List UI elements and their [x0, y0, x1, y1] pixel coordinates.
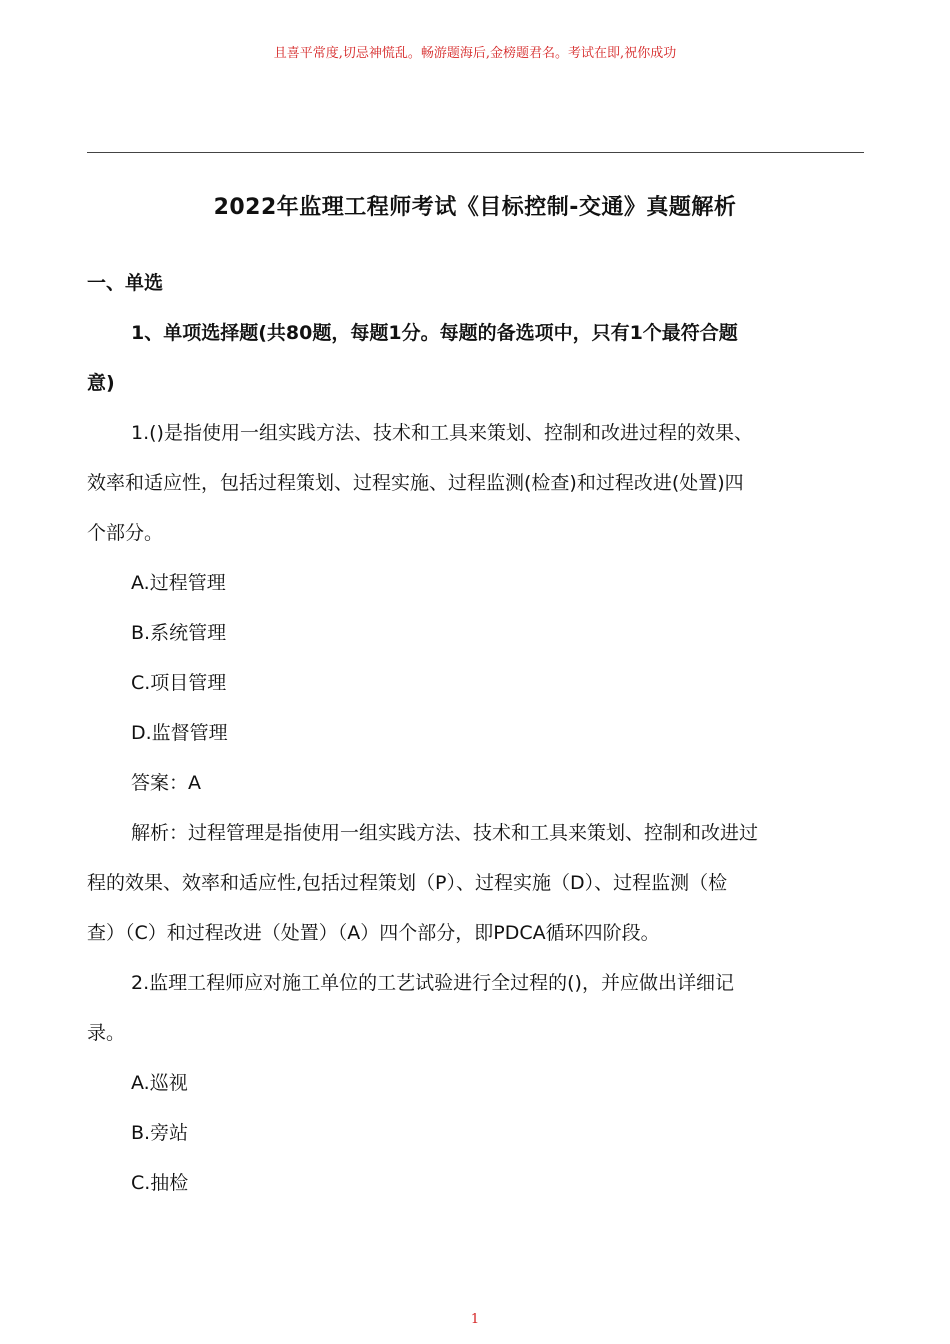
header-motto: 且喜平常度,切忌神慌乱。畅游题海后,金榜题君名。考试在即,祝你成功: [273, 46, 677, 61]
instruction-line: 1、单项选择题(共80题，每题1分。每题的备选项中，只有1个最符合题: [131, 322, 738, 344]
page-number: 1: [470, 1312, 480, 1327]
question-1-explanation: 程的效果、效率和适应性,包括过程策划（P）、过程实施（D）、过程监测（检: [87, 872, 728, 894]
instruction-line: 意): [87, 372, 115, 394]
question-1-explanation: 解析：过程管理是指使用一组实践方法、技术和工具来策划、控制和改进过: [131, 822, 759, 844]
question-1-option-a: A.过程管理: [131, 572, 226, 594]
document-body: [87, 258, 864, 1208]
question-1-option-c: C.项目管理: [131, 672, 227, 694]
question-1-option-b: B.系统管理: [131, 622, 227, 644]
question-1-explanation: 查）（C）和过程改进（处置）（A）四个部分，即PDCA循环四阶段。: [87, 922, 660, 944]
question-2-option-b: B.旁站: [131, 1122, 189, 1144]
question-1-option-d: D.监督管理: [131, 722, 228, 744]
question-1-stem: 1.()是指使用一组实践方法、技术和工具来策划、控制和改进过程的效果、: [131, 422, 753, 444]
question-1-answer: 答案：A: [131, 772, 201, 794]
question-2-stem: 2.监理工程师应对施工单位的工艺试验进行全过程的()，并应做出详细记: [131, 972, 734, 994]
document-title: 2022年监理工程师考试《目标控制-交通》真题解析: [213, 195, 737, 220]
question-1-stem: 个部分。: [87, 522, 164, 544]
question-1-stem: 效率和适应性，包括过程策划、过程实施、过程监测(检查)和过程改进(处置)四: [87, 472, 744, 494]
question-2-stem: 录。: [87, 1022, 126, 1044]
header-divider: [87, 152, 864, 153]
question-2-option-c: C.抽检: [131, 1172, 189, 1194]
question-2-option-a: A.巡视: [131, 1072, 188, 1094]
section-heading: 一、单选: [87, 272, 164, 294]
